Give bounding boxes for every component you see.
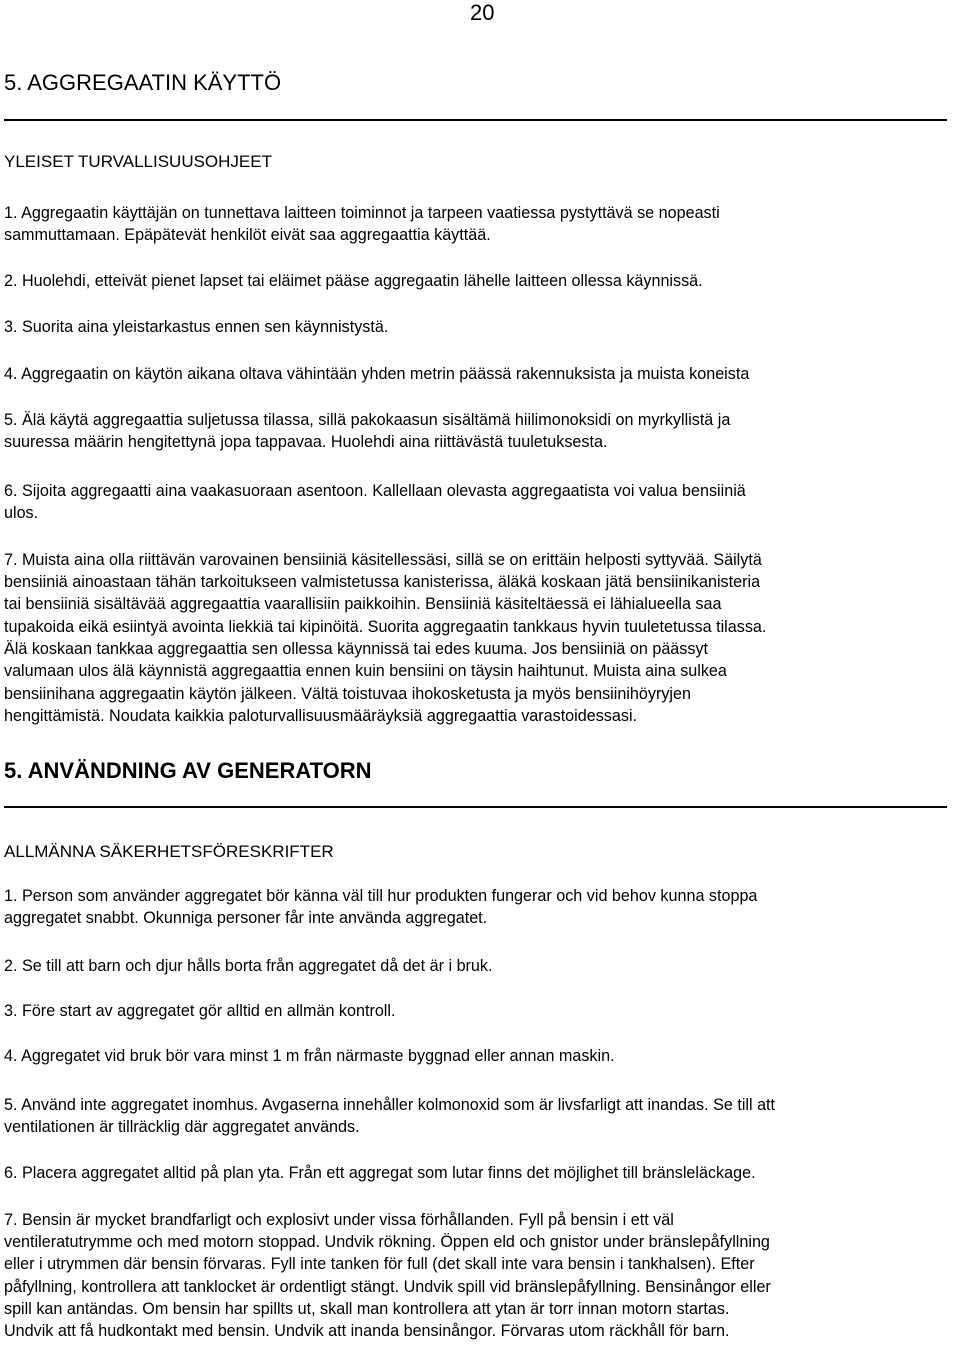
fi-item-7-line-2: bensiiniä ainoastaan tähän tarkoitukseen valmistetussa kanisterissa, äläkä koskaan jätä bensiinikanisteria [4, 573, 761, 591]
sv-section-heading: 5. ANVÄNDNING AV GENERATORN [4, 758, 372, 783]
fi-item-7-line-7: bensiinihana aggregaatin käytön jälkeen. Vältä toistuvaa ihokosketusta ja myös bensiinihöyryjen [4, 685, 691, 703]
fi-item-6-line-2: ulos. [4, 504, 39, 522]
sv-item-7-line-6: Undvik att få hudkontakt med bensin. Undvik att inanda bensinångor. Förvaras utom räckhåll för barn. [4, 1322, 730, 1340]
fi-heading-rule [4, 119, 947, 121]
fi-item-7-line-1: 7. Muista aina olla riittävän varovainen bensiiniä käsitellessäsi, sillä se on erittäin helposti syttyvää. Säilytä [4, 551, 762, 569]
sv-item-5-line-1: 5. Använd inte aggregatet inomhus. Avgaserna innehåller kolmonoxid som är livsfarligt att inandas. Se till att [4, 1096, 776, 1114]
fi-item-7-line-6: valumaan ulos älä käynnistä aggregaattia ennen kuin bensiini on täysin haihtunut. Muista aina sulkea [4, 662, 727, 680]
sv-item-7-line-3: eller i utrymmen där bensin förvaras. Fyll inte tanken för full (det skall inte vara bensin i tankhalsen). Efter [4, 1255, 755, 1273]
sv-item-7-line-1: 7. Bensin är mycket brandfarligt och explosivt under vissa förhållanden. Fyll på bensin i ett väl [4, 1211, 674, 1229]
fi-item-7-line-3: tai bensiiniä sisältävää aggregaattia vaarallisiin paikkoihin. Bensiiniä käsiteltäessä ei lähialueella saa [4, 595, 722, 613]
sv-item-5-line-2: ventilationen är tillräcklig där aggregatet används. [4, 1118, 360, 1136]
sv-item-7-line-2: ventileratutrymme och med motorn stoppad. Undvik rökning. Öppen eld och gnistor under bränslepåfyllning [4, 1233, 770, 1251]
fi-item-1-line-1: 1. Aggregaatin käyttäjän on tunnettava laitteen toiminnot ja tarpeen vaatiessa pystyttävä se nopeasti [4, 204, 720, 222]
sv-item-7-line-4: påfyllning, kontrollera att tanklocket är ordentligt stängt. Undvik spill vid bränslepåfyllning. Bensinångor eller [4, 1278, 771, 1296]
sv-item-2: 2. Se till att barn och djur hålls borta från aggregatet då det är i bruk. [4, 957, 493, 975]
fi-item-2: 2. Huolehdi, etteivät pienet lapset tai eläimet pääse aggregaatin lähelle laitteen ollessa käynnissä. [4, 272, 703, 290]
fi-item-5-line-1: 5. Älä käytä aggregaattia suljetussa tilassa, sillä pakokaasun sisältämä hiilimonoksidi on myrkyllistä ja [4, 411, 731, 429]
sv-item-3: 3. Före start av aggregatet gör alltid en allmän kontroll. [4, 1002, 396, 1020]
sv-item-7-line-5: spill kan antändas. Om bensin har spillts ut, skall man kontrollera att ytan är torr innan motorn startas. [4, 1300, 730, 1318]
sv-item-1-line-1: 1. Person som använder aggregatet bör känna väl till hur produkten fungerar och vid behov kunna stoppa [4, 887, 758, 905]
sv-subheading: ALLMÄNNA SÄKERHETSFÖRESKRIFTER [4, 842, 334, 861]
sv-item-4: 4. Aggregatet vid bruk bör vara minst 1 m från närmaste byggnad eller annan maskin. [4, 1047, 615, 1065]
fi-item-6-line-1: 6. Sijoita aggregaatti aina vaakasuoraan asentoon. Kallellaan olevasta aggregaatista voi valua bensiiniä [4, 482, 746, 500]
fi-section-heading: 5. AGGREGAATIN KÄYTTÖ [4, 70, 282, 95]
fi-item-7-line-8: hengittämistä. Noudata kaikkia paloturvallisuusmääräyksiä aggregaattia varastoidessasi. [4, 707, 638, 725]
fi-item-7-line-5: Älä koskaan tankkaa aggregaattia sen ollessa käynnissä tai edes kuuma. Jos bensiiniä on päässyt [4, 640, 709, 658]
sv-item-6: 6. Placera aggregatet alltid på plan yta. Från ett aggregat som lutar finns det möjlighet till bränsleläckage. [4, 1164, 756, 1182]
fi-item-7-line-4: tupakoida eikä esiintyä avointa liekkiä tai kipinöitä. Suorita aggregaatin tankkaus hyvin tuuletetussa tilassa. [4, 618, 767, 636]
fi-item-5-line-2: suuressa määrin hengitettynä jopa tappavaa. Huolehdi aina riittävästä tuuletuksesta. [4, 433, 608, 451]
fi-item-3: 3. Suorita aina yleistarkastus ennen sen käynnistystä. [4, 318, 389, 336]
sv-heading-rule [4, 806, 947, 808]
page-number: 20 [470, 0, 495, 25]
fi-subheading: YLEISET TURVALLISUUSOHJEET [4, 152, 272, 171]
fi-item-4: 4. Aggregaatin on käytön aikana oltava vähintään yhden metrin päässä rakennuksista ja muista koneista [4, 365, 750, 383]
fi-item-1-line-2: sammuttamaan. Epäpätevät henkilöt eivät saa aggregaattia käyttää. [4, 226, 491, 244]
sv-item-1-line-2: aggregatet snabbt. Okunniga personer får inte använda aggregatet. [4, 909, 488, 927]
